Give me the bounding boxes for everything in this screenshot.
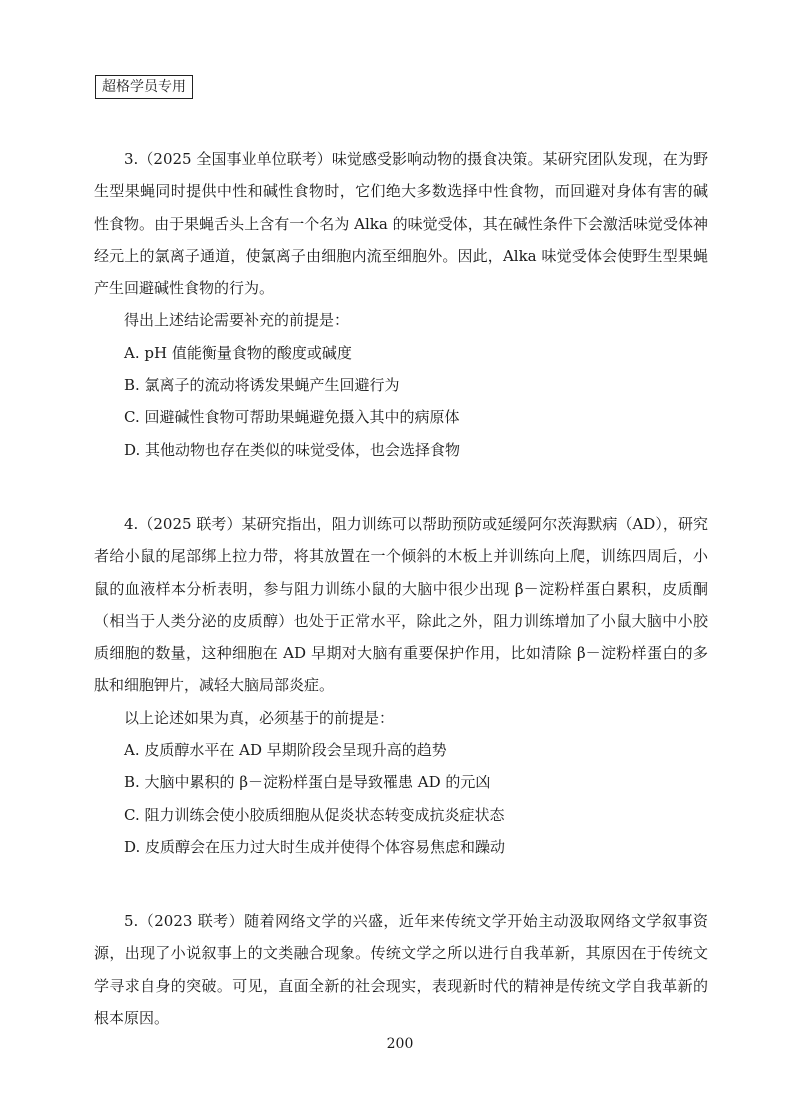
question-5 [94, 905, 708, 1034]
option-d[interactable]: D. 皮质醇会在压力过大时生成并使得个体容易焦虑和躁动 [124, 837, 506, 856]
header-label: 超格学员专用 [95, 75, 193, 99]
option-c[interactable]: C. 回避碱性食物可帮助果蝇避免摄入其中的病原体 [124, 408, 460, 427]
question-stem: 4.（2025 联考）某研究指出，阻力训练可以帮助预防或延缓阿尔茨海默病（AD），研究者给小鼠的尾部绑上拉力带，将其放置在一个倾斜的木板上并训练向上爬，训练四周后，小鼠的血液样本分析表明，参与阻力训练小鼠的大脑中很少出现 β－淀粉样蛋白累积，皮质酮（相当于人类分泌的皮质醇）也处于正常水平，除此之外，阻力训练增加了小鼠大脑中小胶质细胞的数量，这种细胞在 AD 早期对大脑有重要保护作用，比如清除 β－淀粉样蛋白的多肽和细胞钾片，减轻大脑局部炎症。 [94, 515, 708, 695]
question-stem: 3.（2025 全国事业单位联考）味觉感受影响动物的摄食决策。某研究团队发现，在为野生型果蝇同时提供中性和碱性食物时，它们绝大多数选择中性食物，而回避对身体有害的碱性食物。由于果蝇舌头上含有一个名为 Alka 的味觉受体，其在碱性条件下会激活味觉受体神经元上的氯离子通道，使氯离子由细胞内流至细胞外。因此，Alka 味觉受体会使野生型果蝇产生回避碱性食物的行为。 [94, 150, 708, 298]
option-d[interactable]: D. 其他动物也存在类似的味觉受体，也会选择食物 [124, 440, 461, 459]
page-number: 200 [386, 1036, 414, 1052]
option-a[interactable]: A. 皮质醇水平在 AD 早期阶段会呈现升高的趋势 [124, 741, 447, 760]
option-b[interactable]: B. 大脑中累积的 β－淀粉样蛋白是导致罹患 AD 的元凶 [124, 773, 491, 792]
question-prompt: 以上论述如果为真，必须基于的前提是： [124, 708, 395, 727]
option-a[interactable]: A. pH 值能衡量食物的酸度或碱度 [124, 343, 352, 362]
option-c[interactable]: C. 阻力训练会使小胶质细胞从促炎状态转变成抗炎症状态 [124, 805, 505, 824]
option-b[interactable]: B. 氯离子的流动将诱发果蝇产生回避行为 [124, 376, 400, 395]
question-prompt: 得出上述结论需要补充的前提是： [124, 311, 350, 330]
question-3 [94, 143, 708, 466]
question-4 [94, 508, 708, 863]
question-stem: 5.（2023 联考）随着网络文学的兴盛，近年来传统文学开始主动汲取网络文学叙事资源，出现了小说叙事上的文类融合现象。传统文学之所以进行自我革新，其原因在于传统文学寻求自身的突破。可见，直面全新的社会现实，表现新时代的精神是传统文学自我革新的根本原因。 [94, 912, 708, 1027]
